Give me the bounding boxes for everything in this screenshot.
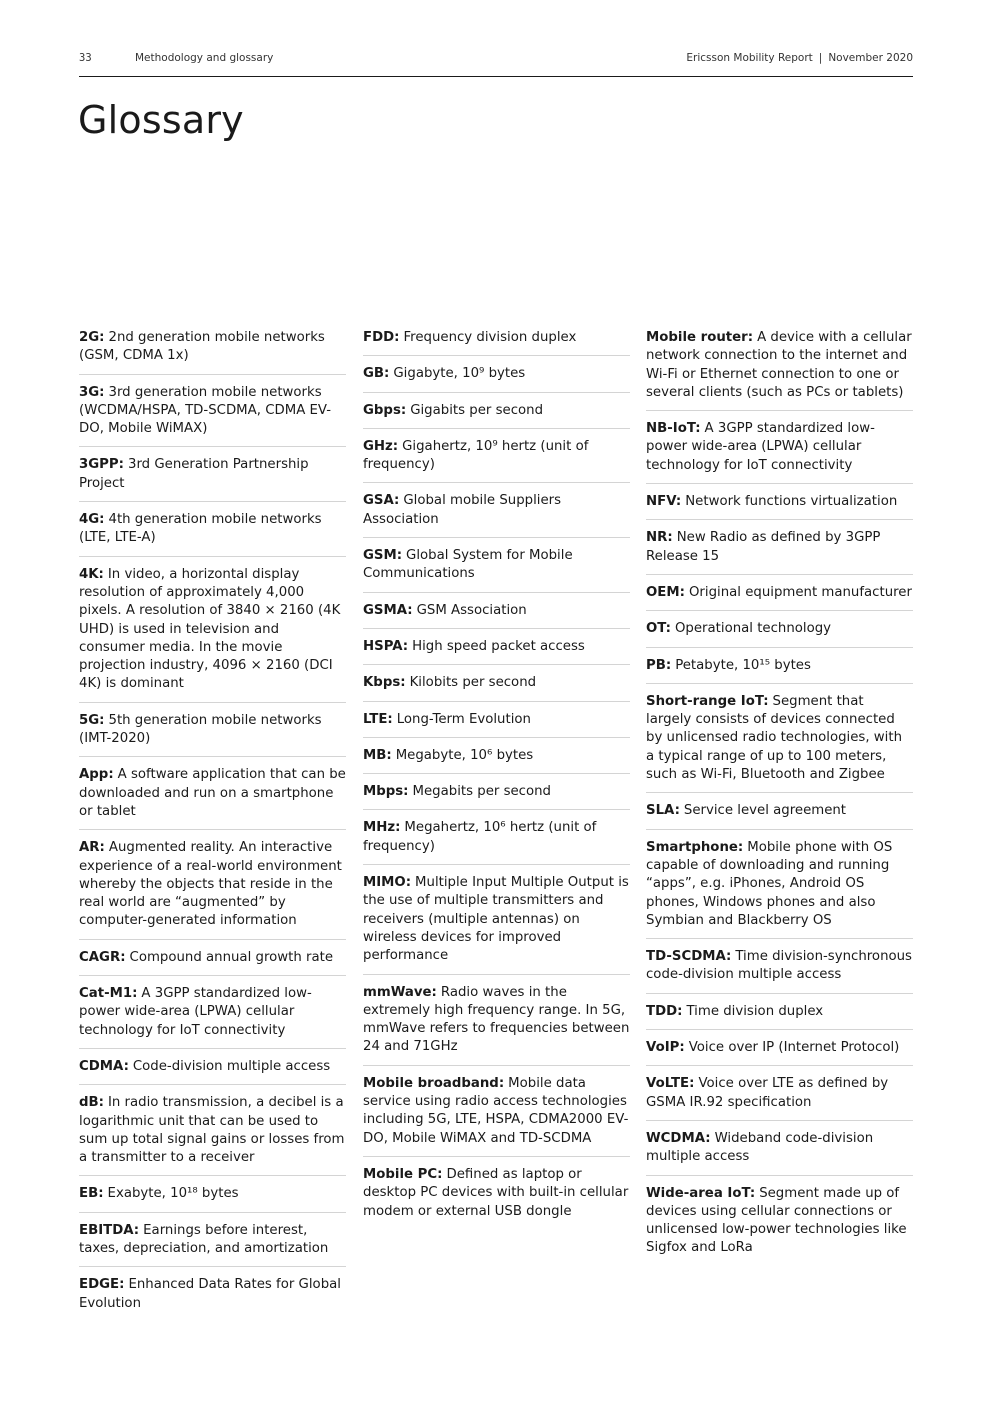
glossary-term: TDD: — [646, 1003, 683, 1019]
glossary-entry — [646, 838, 913, 939]
glossary-entry — [79, 383, 346, 448]
glossary-term: 4K: — [79, 566, 104, 582]
glossary-entry — [363, 818, 630, 865]
glossary-definition: Exabyte, 10¹⁸ bytes — [107, 1186, 239, 1202]
glossary-definition: Megabits per second — [412, 784, 551, 800]
glossary-definition: In radio transmission, a decibel is a logarithmic unit that can be used to sum up total signal gains or losses from a transmitter to a receiver — [79, 1095, 345, 1166]
glossary-definition: Network functions virtualization — [685, 494, 898, 510]
glossary-entry — [79, 711, 346, 758]
report-info — [686, 52, 913, 64]
glossary-entry — [79, 565, 346, 703]
glossary-definition: Megabyte, 10⁶ bytes — [395, 747, 534, 763]
glossary-entry — [79, 1275, 346, 1321]
glossary-term: GSA: — [363, 493, 400, 509]
glossary-entry — [646, 947, 913, 994]
glossary-definition: Voice over IP (Internet Protocol) — [688, 1040, 900, 1056]
glossary-term: mmWave: — [363, 984, 437, 1000]
glossary-term: Mobile router: — [646, 330, 754, 345]
glossary-entry — [363, 1165, 630, 1229]
glossary-entry — [363, 1074, 630, 1157]
glossary-entry — [363, 401, 630, 429]
glossary-term: Wide-area IoT: — [646, 1185, 756, 1201]
glossary-entry — [363, 782, 630, 810]
glossary-definition: Frequency division duplex — [403, 330, 577, 345]
glossary-definition: Time division duplex — [686, 1003, 824, 1019]
glossary-column-2 — [363, 328, 630, 1237]
glossary-term: 2G: — [79, 330, 105, 345]
glossary-entry — [363, 601, 630, 629]
glossary-entry — [363, 637, 630, 665]
glossary-term: MB: — [363, 747, 392, 763]
glossary-entry — [79, 1184, 346, 1212]
glossary-definition: GSM Association — [416, 602, 527, 618]
report-name: Ericsson Mobility Report — [686, 52, 813, 64]
glossary-term: GB: — [363, 366, 390, 382]
glossary-definition: A 3GPP standardized low-power wide-area (LPWA) cellular technology for IoT connectivity — [79, 986, 312, 1038]
glossary-term: Gbps: — [363, 402, 407, 418]
glossary-entry — [363, 437, 630, 484]
glossary-entry — [646, 619, 913, 647]
glossary-definition: Petabyte, 10¹⁵ bytes — [675, 657, 811, 673]
glossary-entry — [646, 419, 913, 484]
glossary-definition: Service level agreement — [683, 803, 847, 819]
glossary-term: OT: — [646, 621, 671, 637]
glossary-definition: Gigabyte, 10⁹ bytes — [393, 366, 526, 382]
glossary-term: 4G: — [79, 512, 105, 528]
glossary-definition: Code-division multiple access — [132, 1058, 331, 1074]
glossary-term: Cat-M1: — [79, 986, 138, 1002]
glossary-entry — [646, 1129, 913, 1176]
glossary-term: AR: — [79, 840, 105, 856]
glossary-definition: A 3GPP standardized low-power wide-area (LPWA) cellular technology for IoT connectivity — [646, 421, 875, 473]
glossary-term: TD-SCDMA: — [646, 949, 732, 965]
glossary-entry — [646, 656, 913, 684]
glossary-term: dB: — [79, 1095, 104, 1111]
glossary-definition: Megahertz, 10⁶ hertz (unit of frequency) — [363, 820, 597, 854]
glossary-term: Mobile broadband: — [363, 1075, 505, 1091]
glossary-definition: New Radio as defined by 3GPP Release 15 — [646, 530, 881, 564]
header-separator: | — [818, 52, 823, 64]
glossary-definition: Segment that largely consists of devices connected by unlicensed radio technologies, with a typical range of up to 100 meters, such as Wi-Fi, Bluetooth and Zigbee — [646, 693, 903, 783]
glossary-definition: 2nd generation mobile networks (GSM, CDMA 1x) — [79, 330, 325, 364]
glossary-definition: Segment made up of devices using cellular connections or unlicensed low-power technologies like Sigfox and LoRa — [646, 1185, 907, 1256]
glossary-entry — [646, 528, 913, 575]
glossary-term: VoLTE: — [646, 1076, 695, 1092]
glossary-term: WCDMA: — [646, 1130, 711, 1146]
glossary-definition: Earnings before interest, taxes, depreciation, and amortization — [79, 1222, 329, 1256]
glossary-entry — [363, 983, 630, 1066]
glossary-term: MIMO: — [363, 875, 412, 891]
glossary-term: 3G: — [79, 384, 105, 400]
glossary-definition: Defined as laptop or desktop PC devices with built-in cellular modem or external USB dongle — [363, 1166, 629, 1219]
glossary-entry — [646, 801, 913, 829]
glossary-entry — [363, 673, 630, 701]
glossary-entry — [79, 948, 346, 976]
glossary-term: GSM: — [363, 548, 403, 564]
glossary-term: EBITDA: — [79, 1222, 140, 1238]
glossary-entry — [363, 491, 630, 538]
glossary-term: VoIP: — [646, 1040, 685, 1056]
glossary-definition: A software application that can be downloaded and run on a smartphone or tablet — [79, 767, 346, 819]
glossary-definition: Enhanced Data Rates for Global Evolution — [79, 1277, 341, 1311]
report-date: November 2020 — [828, 52, 913, 64]
glossary-term: App: — [79, 767, 114, 783]
section-title: Methodology and glossary — [135, 52, 274, 64]
glossary-entry — [363, 873, 630, 974]
glossary-entry — [79, 1221, 346, 1268]
glossary-entry — [363, 328, 630, 356]
glossary-definition: 3rd Generation Partnership Project — [79, 457, 309, 491]
glossary-definition: 3rd generation mobile networks (WCDMA/HSPA, TD-SCDMA, CDMA EV-DO, Mobile WiMAX) — [79, 384, 332, 437]
glossary-definition: 4th generation mobile networks (LTE, LTE-A) — [79, 512, 322, 546]
glossary-term: Short-range IoT: — [646, 693, 769, 709]
glossary-definition: Operational technology — [674, 621, 832, 637]
glossary-term: SLA: — [646, 803, 680, 819]
glossary-definition: In video, a horizontal display resolution of approximately 4,000 pixels. A resolution of 3840 × 2160 (4K UHD) is used in television and consumer media. In the movie projection industry, 4096 × 2160 (DCI 4K) is dominant — [79, 566, 341, 692]
glossary-term: NFV: — [646, 494, 682, 510]
glossary-definition: Mobile data service using radio access technologies including 5G, LTE, HSPA, CDMA2000 EV-DO, Mobile WiMAX and TD-SCDMA — [363, 1075, 629, 1146]
glossary-definition: Original equipment manufacturer — [688, 584, 912, 600]
glossary-term: FDD: — [363, 330, 400, 345]
glossary-term: NR: — [646, 530, 673, 546]
glossary-entry — [79, 510, 346, 557]
glossary-column-1 — [79, 328, 346, 1329]
glossary-term: MHz: — [363, 820, 401, 836]
glossary-definition: Gigabits per second — [410, 402, 544, 418]
glossary-definition: Kilobits per second — [409, 675, 537, 691]
glossary-definition: Time division-synchronous code-division multiple access — [646, 949, 912, 983]
glossary-term: PB: — [646, 657, 672, 673]
glossary-definition: Mobile phone with OS capable of downloading and running “apps”, e.g. iPhones, Android OS phones, Windows phones and also Symbian and Blackberry OS — [646, 839, 893, 928]
glossary-definition: Global System for Mobile Communications — [363, 548, 573, 582]
glossary-term: EB: — [79, 1186, 104, 1202]
page-header — [79, 52, 913, 77]
glossary-term: CDMA: — [79, 1058, 129, 1074]
glossary-definition: 5th generation mobile networks (IMT-2020) — [79, 712, 322, 747]
glossary-term: Mbps: — [363, 784, 409, 800]
glossary-term: LTE: — [363, 711, 393, 727]
glossary-definition: Long-Term Evolution — [396, 711, 531, 727]
glossary-term: GSMA: — [363, 602, 413, 618]
glossary-term: CAGR: — [79, 949, 126, 965]
glossary-definition: Augmented reality. An interactive experience of a real-world environment whereby the objects that reside in the real world are “augmented” by computer-generated information — [79, 840, 342, 929]
glossary-entry — [79, 984, 346, 1049]
glossary-term: GHz: — [363, 438, 399, 454]
glossary-definition: High speed packet access — [412, 638, 585, 654]
glossary-entry — [363, 746, 630, 774]
page-title: Glossary — [78, 98, 244, 142]
page-number: 33 — [79, 52, 92, 64]
glossary-term: HSPA: — [363, 638, 409, 654]
glossary-term: Mobile PC: — [363, 1166, 443, 1182]
glossary-entry — [363, 710, 630, 738]
glossary-definition: A device with a cellular network connection to the internet and Wi-Fi or Ethernet connection to one or several clients (such as PCs or tablets) — [646, 330, 912, 400]
glossary-entry — [79, 765, 346, 830]
glossary-definition: Gigahertz, 10⁹ hertz (unit of frequency) — [363, 438, 589, 473]
glossary-entry — [646, 1184, 913, 1266]
glossary-entry — [79, 1057, 346, 1085]
glossary-column-3 — [646, 328, 913, 1274]
glossary-definition: Radio waves in the extremely high frequency range. In 5G, mmWave refers to frequencies between 24 and 71GHz — [363, 984, 630, 1055]
glossary-definition: Multiple Input Multiple Output is the use of multiple transmitters and receivers (multiple antennas) on wireless devices for improved performance — [363, 875, 629, 964]
glossary-term: Smartphone: — [646, 839, 744, 855]
glossary-entry — [79, 328, 346, 375]
glossary-term: 3GPP: — [79, 457, 124, 473]
glossary-entry — [646, 1002, 913, 1030]
glossary-entry — [646, 583, 913, 611]
glossary-term: NB-IoT: — [646, 421, 701, 437]
glossary-term: 5G: — [79, 712, 105, 728]
glossary-entry — [646, 492, 913, 520]
glossary-entry — [646, 692, 913, 793]
glossary-entry — [646, 1038, 913, 1066]
glossary-entry — [79, 1093, 346, 1176]
glossary-term: EDGE: — [79, 1277, 125, 1293]
glossary-definition: Global mobile Suppliers Association — [363, 493, 562, 527]
glossary-term: OEM: — [646, 584, 685, 600]
glossary-entry — [363, 546, 630, 593]
glossary-entry — [79, 838, 346, 939]
glossary-definition: Compound annual growth rate — [129, 949, 334, 965]
glossary-definition: Voice over LTE as defined by GSMA IR.92 specification — [646, 1076, 889, 1110]
glossary-entry — [646, 328, 913, 411]
glossary-entry — [646, 1074, 913, 1121]
glossary-term: Kbps: — [363, 675, 406, 691]
glossary-definition: Wideband code-division multiple access — [646, 1130, 874, 1165]
glossary-entry — [79, 455, 346, 502]
glossary-entry — [363, 364, 630, 392]
